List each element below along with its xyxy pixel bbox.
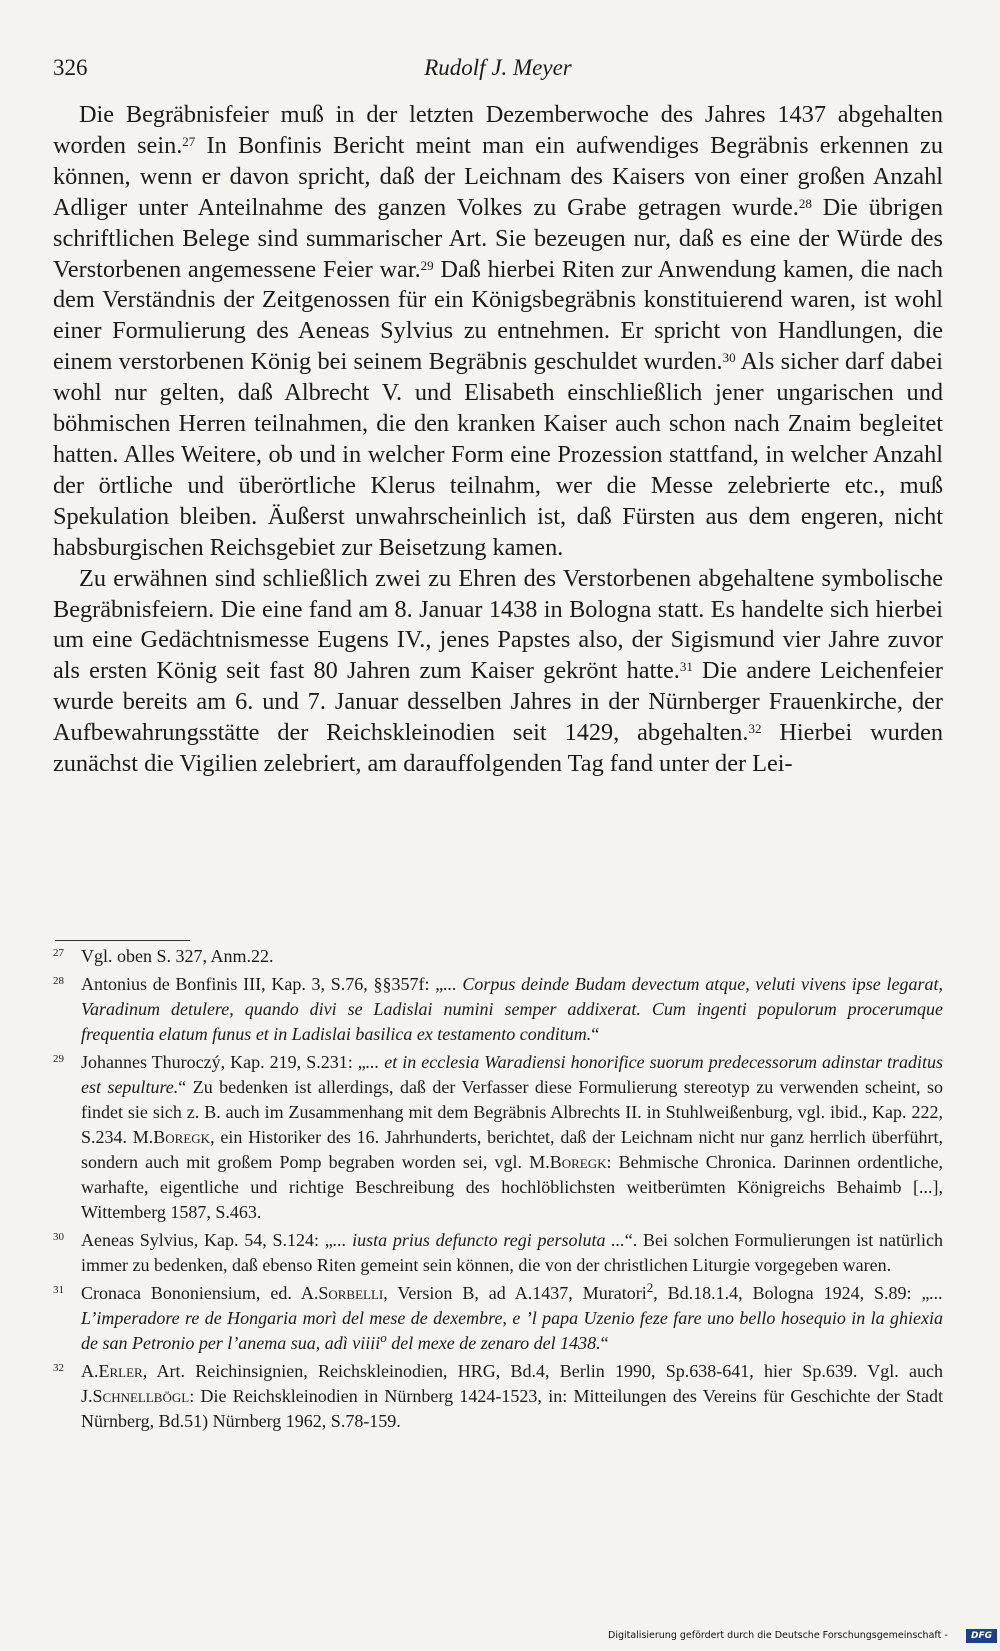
text-run: Als sicher darf dabei wohl nur gelten, daß Albrecht V. und Elisabeth einschließlich jener ungarischen und böhmischen Herren teilnahmen, die den kranken Kaiser auch schon nach Znaim begleitet hatten. Alles Weitere, ob und in welcher Form eine Prozession stattfand, in welcher Anzahl der örtliche und überörtliche Klerus teilnahm, wer die Messe zelebrierte etc., muß Spekulation bleiben. Äußerst unwahrscheinlich ist, daß Fürsten aus dem engeren, nicht habsburgischen Reichsgebiet zur Beisetzung kamen.: [53, 348, 943, 561]
footnote-number: 28: [53, 975, 64, 987]
running-title: Rudolf J. Meyer: [424, 55, 572, 80]
text-run: Zu erwähnen sind schließlich zwei zu Ehren des Verstorbenen abgehaltene symbolische Begräbnisfeiern. Die eine fand am 8. Januar 1438 in Bologna statt. Es handelte sich hierbei um eine Gedächtnismesse Eugens IV., jenes Papstes also, der Sigismund vier Jahre zuvor als ersten König seit fast 80 Jahren zum Kaiser gekrönt hatte.: [53, 564, 943, 685]
footnote-29: [53, 1050, 943, 1225]
footnote-text: “. Bei solchen Formulierungen ist natürlich immer zu bedenken, daß ebenso Riten gemeint sein können, die von der christlichen Liturgie vorgegeben waren.: [81, 1230, 943, 1275]
footnote-number: 29: [53, 1053, 64, 1065]
text-run: In Bonfinis Bericht meint man ein aufwendiges Begräbnis erkennen zu können, wenn er davon spricht, daß der Leichnam des Kaisers von einer großen Anzahl Adliger unter Anteilnahme des ganzen Volkes zu Grabe getragen wurde.: [53, 131, 943, 221]
footnote-number: 30: [53, 1231, 64, 1243]
latin-quote: ... Corpus deinde Budam devectum atque, veluti vivens ipse legarat, Varadinum detulere, quando divi se Ladislai numini semper addixerat. Cum ingenti populorum procerumque frequentia elatum funus et in Ladislai basilica ex testamento conditum.: [81, 974, 943, 1044]
text-run: Die andere Leichenfeier wurde bereits am 6. und 7. Januar desselben Jahres in der Nürnberger Frauenkirche, der Aufbewahrungsstätte der Reichskleinodien seit 1429, abgehalten.: [53, 657, 943, 747]
author-name: Schnellbögl: [92, 1386, 190, 1406]
footnote-text: , Version B, ad A.1437, Muratori: [383, 1283, 647, 1303]
text-run: Die übrigen schriftlichen Belege sind summarischer Art. Sie bezeugen nur, daß es eine der Würde des Verstorbenen angemessene Feier war.: [53, 193, 943, 283]
footnote-number: 27: [53, 947, 64, 959]
page-number: 326: [53, 55, 88, 80]
digitization-credit: Digitalisierung gefördert durch die Deutsche Forschungsgemeinschaft -: [608, 1630, 948, 1641]
text-run: Hierbei wurden zunächst die Vigilien zelebriert, am darauffolgenden Tag fand unter der Lei-: [53, 719, 943, 778]
paragraph-2: [53, 564, 943, 780]
footnote-number: 31: [53, 1284, 64, 1296]
footnote-text: Johannes Thuroczý, Kap. 219, S.231: „: [81, 1052, 366, 1072]
footnote-ref-29[interactable]: 29: [420, 257, 434, 273]
footnote-text: A.: [81, 1361, 99, 1381]
footnote-number: 32: [53, 1362, 64, 1374]
footnote-divider: [55, 940, 190, 941]
footnote-text: : Die Reichskleinodien in Nürnberg 1424-1523, in: Mitteilungen des Vereins für Geschichte der Stadt Nürnberg, Bd.51) Nürnberg 1962, S.78-159.: [81, 1386, 943, 1431]
footnote-ref-28[interactable]: 28: [798, 195, 812, 211]
footnote-text: “: [591, 1024, 600, 1044]
italian-quote: del mexe de zenaro del 1438.: [386, 1333, 601, 1353]
footnote-text: , Bd.18.1.4, Bologna 1924, S.89: „: [653, 1283, 930, 1303]
footnote-text: “: [600, 1333, 609, 1353]
footnote-31: [53, 1281, 943, 1356]
paragraph-1: [53, 100, 943, 564]
footnote-text: Aeneas Sylvius, Kap. 54, S.124: „: [81, 1230, 333, 1250]
footnote-text: Antonius de Bonfinis III, Kap. 3, S.76, §§357f: „: [81, 974, 444, 994]
footnote-30: [53, 1228, 943, 1278]
running-head: [53, 50, 943, 86]
author-name: Boregk: [549, 1152, 607, 1172]
footnote-text: : Behmische Chronica. Darinnen ordentliche, warhafte, eigentliche und richtige Beschreibung des hochlöblichsten weitberümten Königreichs Behaimb [...], Wittemberg 1587, S.463.: [81, 1152, 943, 1222]
footnote-text: “ Zu bedenken ist allerdings, daß der Verfasser diese Formulierung stereotyp zu verwenden scheint, so findet sie sich z. B. auch im Zusammenhang mit dem Begräbnis Albrechts II. in Stuhlweißenburg, vgl. ibid., Kap. 222, S.234. M.: [81, 1077, 943, 1147]
footnote-27: [53, 944, 943, 969]
author-name: Erler: [98, 1361, 143, 1381]
author-name: Boregk: [153, 1127, 211, 1147]
main-text: [53, 100, 943, 780]
text-run: Die Begräbnisfeier muß in der letzten Dezemberwoche des Jahres 1437 abgehalten worden sein.: [53, 101, 943, 159]
text-run: Daß hierbei Riten zur Anwendung kamen, die nach dem Verständnis der Zeitgenossen für ein Königsbegräbnis konstituierend waren, ist wohl einer Formulierung des Aeneas Sylvius zu entnehmen. Er spricht von Handlungen, die einem verstorbenen König bei seinem Begräbnis geschuldet wurden.: [53, 255, 943, 376]
ordinal-superscript: o: [380, 1329, 387, 1345]
footnote-text: , ein Historiker des 16. Jahrhunderts, berichtet, daß der Leichnam nicht nur ganz herrlich überführt, sondern auch mit großem Pomp begraben worden sei, vgl. M.: [81, 1127, 943, 1172]
edition-superscript: 2: [646, 1279, 654, 1295]
footnote-ref-31[interactable]: 31: [679, 659, 693, 675]
footnote-text: , Art. Reichinsignien, Reichskleinodien, HRG, Bd.4, Berlin 1990, Sp.638-641, hier Sp.639. Vgl. auch J.: [81, 1361, 943, 1406]
footnote-text: Cronaca Bononiensium, ed. A.: [81, 1283, 319, 1303]
italian-quote: ... L’imperadore re de Hongaria morì del mese de dexembre, e ’l papa Uzenio feze fare uno bello hosequio in la ghiexia de san Petronio per l’anema sua, adì viiii: [81, 1283, 943, 1353]
latin-quote: ... iusta prius defuncto regi persoluta ...: [332, 1230, 625, 1250]
footnote-ref-30[interactable]: 30: [722, 350, 736, 366]
footnote-ref-27[interactable]: 27: [182, 133, 196, 149]
footnote-ref-32[interactable]: 32: [748, 720, 762, 736]
dfg-logo: DFG: [966, 1629, 997, 1643]
footnote-text: Vgl. oben S. 327, Anm.22.: [81, 946, 274, 966]
footnote-32: [53, 1359, 943, 1434]
latin-quote: ... et in ecclesia Waradiensi honorifice suorum predecessorum adinstar traditus est sepulture.: [81, 1052, 944, 1097]
footnote-28: [53, 972, 943, 1047]
footnotes: [53, 944, 943, 1437]
editor-name: Sorbelli: [318, 1283, 384, 1303]
